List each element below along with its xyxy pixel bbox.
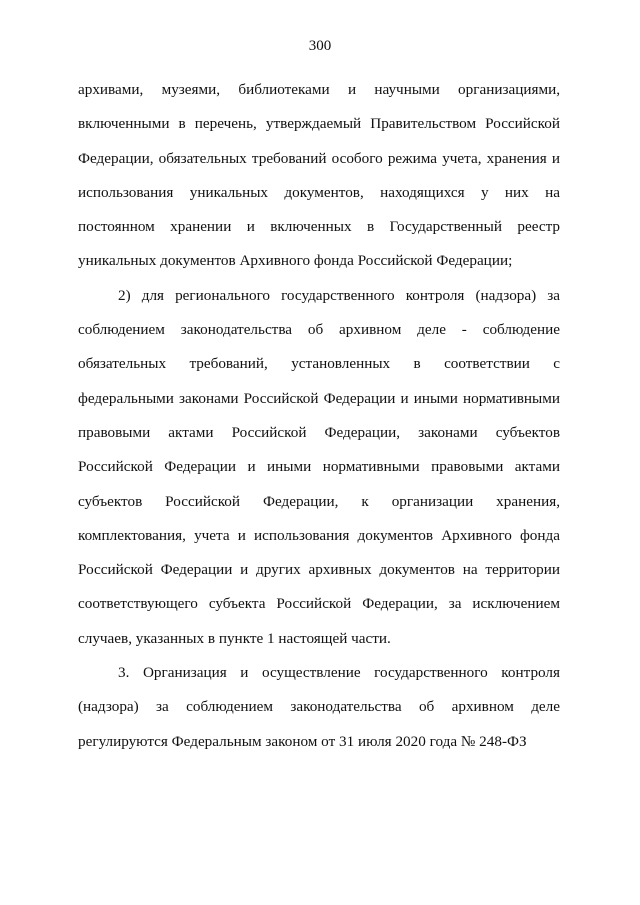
- paragraph-item-2: 2) для регионального государственного контроля (надзора) за соблюдением законодательства об архивном деле - соблюдение обязательных требований, установленных в соответствии с федеральными законами Российской Федерации и иными нормативными правовыми актами Российской Федерации, законами субъектов Российской Федерации и иными нормативными правовыми актами субъектов Российской Федерации, к организации хранения, комплектования, учета и использования документов Архивного фонда Российской Федерации и других архивных документов на территории соответствующего субъекта Российской Федерации, за исключением случаев, указанных в пункте 1 настоящей части.: [78, 286, 560, 647]
- document-body: [78, 73, 560, 759]
- paragraph-section-3: 3. Организация и осуществление государственного контроля (надзора) за соблюдением законодательства об архивном деле регулируются Федеральным законом от 31 июля 2020 года № 248-ФЗ: [78, 664, 560, 750]
- page-number: 300: [308, 38, 332, 54]
- paragraph-continuation: архивами, музеями, библиотеками и научными организациями, включенными в перечень, утверждаемый Правительством Российской Федерации, обязательных требований особого режима учета, хранения и использования уникальных документов, находящихся у них на постоянном хранении и включенных в Государственный реестр уникальных документов Архивного фонда Российской Федерации;: [78, 81, 560, 270]
